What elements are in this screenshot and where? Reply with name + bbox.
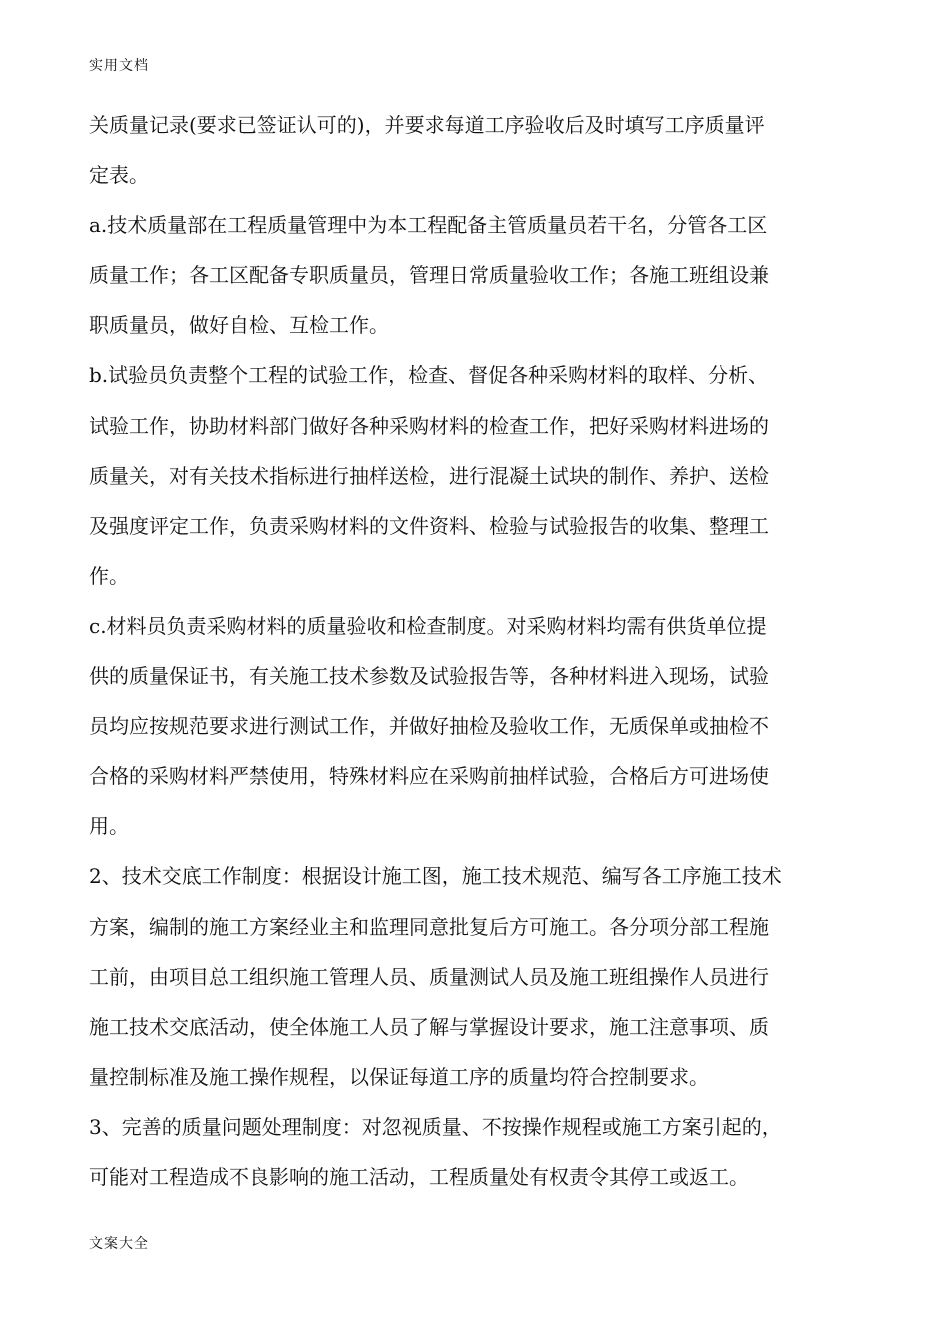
text-line: 工前，由项目总工组织施工管理人员、质量测试人员及施工班组操作人员进行 xyxy=(89,964,769,989)
text-line: 员均应按规范要求进行测试工作，并做好抽检及验收工作，无质保单或抽检不 xyxy=(89,714,769,739)
text-line: a.技术质量部在工程质量管理中为本工程配备主管质量员若干名，分管各工区 xyxy=(89,213,768,238)
text-line: 试验工作，协助材料部门做好各种采购材料的检查工作，把好采购材料进场的 xyxy=(89,413,769,438)
text-line: 定表。 xyxy=(89,163,149,188)
text-line: b.试验员负责整个工程的试验工作，检查、督促各种采购材料的取样、分析、 xyxy=(89,363,769,388)
page-footer: 文案大全 xyxy=(89,1236,149,1252)
text-line: 方案，编制的施工方案经业主和监理同意批复后方可施工。各分项分部工程施 xyxy=(89,914,769,939)
text-line: 施工技术交底活动，使全体施工人员了解与掌握设计要求，施工注意事项、质 xyxy=(89,1014,769,1039)
text-line: c.材料员负责采购材料的质量验收和检查制度。对采购材料均需有供货单位提 xyxy=(89,613,767,638)
text-line: 可能对工程造成不良影响的施工活动，工程质量处有权责令其停工或返工。 xyxy=(89,1164,749,1189)
text-line: 3、完善的质量问题处理制度：对忽视质量、不按操作规程或施工方案引起的， xyxy=(89,1114,782,1139)
text-line: 及强度评定工作，负责采购材料的文件资料、检验与试验报告的收集、整理工 xyxy=(89,513,769,538)
text-line: 供的质量保证书，有关施工技术参数及试验报告等，各种材料进入现场，试验 xyxy=(89,664,769,689)
text-line: 用。 xyxy=(89,814,129,839)
text-line: 合格的采购材料严禁使用，特殊材料应在采购前抽样试验，合格后方可进场使 xyxy=(89,764,769,789)
text-line: 质量工作；各工区配备专职质量员，管理日常质量验收工作；各施工班组设兼 xyxy=(89,263,769,288)
document-body xyxy=(89,100,879,1202)
text-line: 2、技术交底工作制度：根据设计施工图，施工技术规范、编写各工序施工技术 xyxy=(89,864,782,889)
text-line: 量控制标准及施工操作规程，以保证每道工序的质量均符合控制要求。 xyxy=(89,1064,709,1089)
text-line: 作。 xyxy=(89,563,129,588)
text-line: 职质量员，做好自检、互检工作。 xyxy=(89,313,389,338)
text-line: 关质量记录(要求已签证认可的)，并要求每道工序验收后及时填写工序质量评 xyxy=(89,113,765,137)
text-line: 质量关，对有关技术指标进行抽样送检，进行混凝土试块的制作、养护、送检 xyxy=(89,463,769,488)
page-header: 实用文档 xyxy=(89,58,149,74)
